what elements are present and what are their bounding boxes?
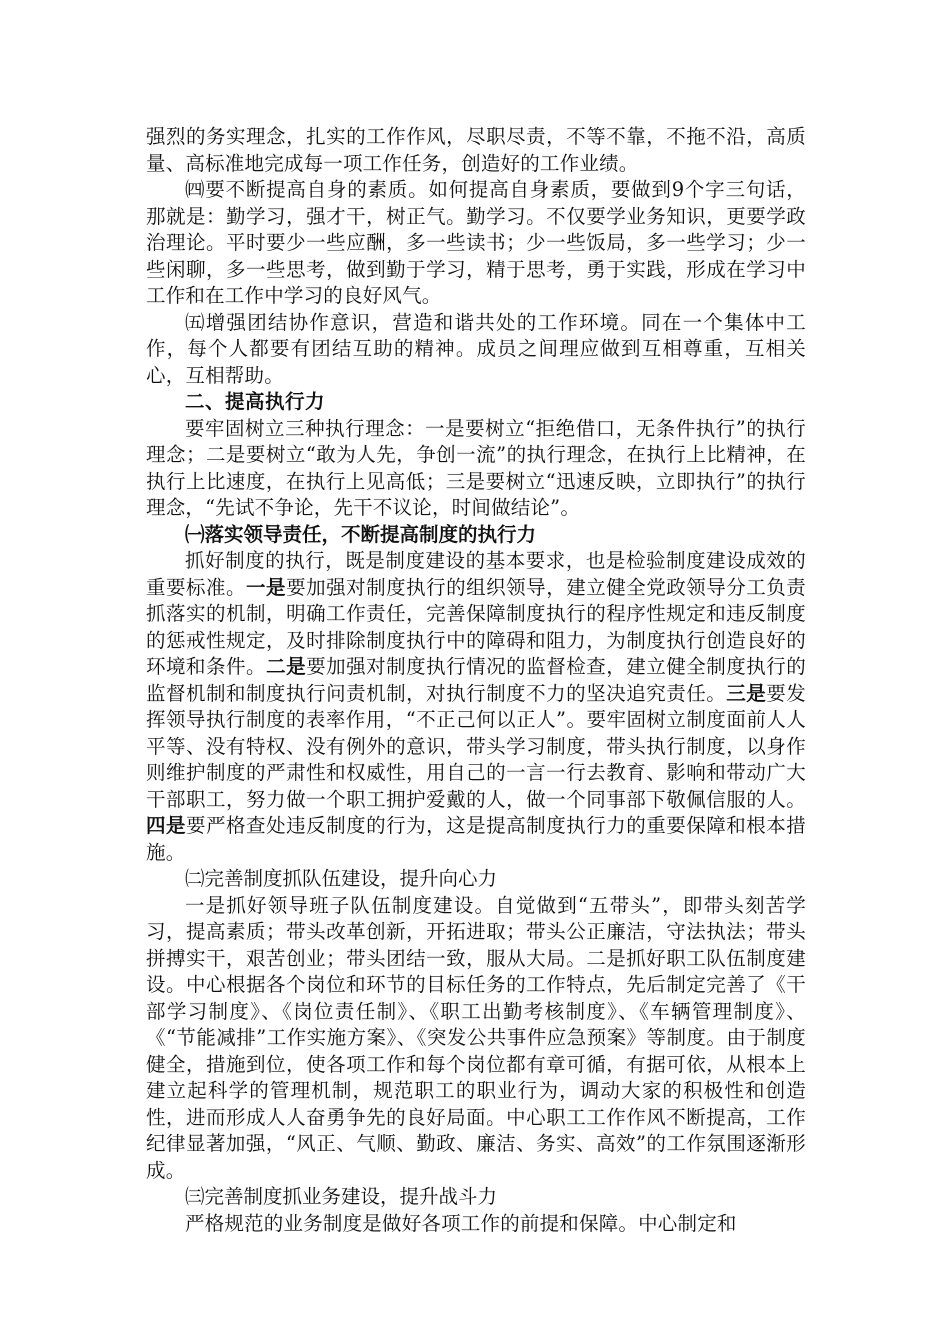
- ordinal-third: 三是: [726, 681, 767, 705]
- ordinal-second: 二是: [266, 655, 307, 678]
- subheading-team-building: ㈡完善制度抓队伍建设，提升向心力: [185, 867, 498, 890]
- text-run: 要发挥领导执行制度的表率作用，“不正己何以正人”。要牢固树立制度面前人人平等、没有特权、没有例外的意识，带头学习制度，带头执行制度，以身作则维护制度的严肃性和权威性，用自己的一言一行去教育、影响和带动广大干部职工，努力做一个职工拥护爱戴的人，做一个同事部下敬佩信服的人。: [146, 681, 806, 811]
- section-heading-execution: 二、提高执行力: [185, 390, 326, 413]
- document-page: [146, 124, 806, 1237]
- paragraph-business-building: 严格规范的业务制度是做好各项工作的前提和保障。中心制定和: [185, 1211, 737, 1235]
- text-run: 要加强对制度执行情况的监督检查，建立健全制度执行的监督机制和制度执行问责机制，对执行制度不力的坚决追究责任。: [146, 655, 807, 705]
- paragraph-execution-concepts: 要牢固树立三种执行理念：一是要树立“拒绝借口，无条件执行”的执行理念；二是要树立“敢为人先，争创一流”的执行理念，在执行上比精神，在执行上比速度，在执行上见高低；三是要树立“迅速反映，立即执行”的执行理念，“先试不争论，先干不议论，时间做结论”。: [146, 416, 806, 519]
- text-run: 抓好制度的执行，既是制度建设的基本要求，也是检验制度建设成效的重要标准。: [146, 549, 806, 599]
- paragraph-continuation: 强烈的务实理念，扎实的工作作风，尽职尽责，不等不靠，不拖不沿，高质量、高标准地完成每一项工作任务，创造好的工作业绩。: [146, 125, 806, 175]
- ordinal-first: 一是: [246, 575, 287, 599]
- paragraph-self-quality: ㈣要不断提高自身的素质。如何提高自身素质，要做到9个字三句话，那就是：勤学习，强才干，树正气。勤学习。不仅要学业务知识，更要学政治理论。平时要少一些应酬，多一些读书；少一些饭局，多一些学习；少一些闲聊，多一些思考，做到勤于学习，精于思考，勇于实践，形成在学习中工作和在工作中学习的良好风气。: [146, 178, 806, 307]
- ordinal-fourth: 四是: [146, 814, 187, 837]
- text-run: 要严格查处违反制度的行为，这是提高制度执行力的重要保障和根本措施。: [146, 814, 807, 864]
- paragraph-leadership-responsibility: [146, 548, 806, 866]
- text-run: 要加强对制度执行的组织领导，建立健全党政领导分工负责抓落实的机制，明确工作责任，完善保障制度执行的程序性规定和违反制度的惩戒性规定，及时排除制度执行中的障碍和阻力，为制度执行创造良好的环境和条件。: [146, 575, 806, 678]
- subheading-business-building: ㈢完善制度抓业务建设，提升战斗力: [185, 1185, 498, 1208]
- subheading-leadership-responsibility: ㈠落实领导责任，不断提高制度的执行力: [185, 522, 537, 546]
- paragraph-team-building: 一是抓好领导班子队伍制度建设。自觉做到“五带头”，即带头刻苦学习，提高素质；带头改革创新，开拓进取；带头公正廉洁，守法执法；带头拼搏实干，艰苦创业；带头团结一致，服从大局。二是抓好职工队伍制度建设。中心根据各个岗位和环节的目标任务的工作特点，先后制定完善了《干部学习制度》、《岗位责任制》、《职工出勤考核制度》、《车辆管理制度》、《“节能减排”工作实施方案》、《突发公共事件应急预案》等制度。由于制度健全，措施到位，使各项工作和每个岗位都有章可循，有据可依，从根本上建立起科学的管理机制，规范职工的职业行为，调动大家的积极性和创造性，进而形成人人奋勇争先的良好局面。中心职工工作作风不断提高，工作纪律显著加强，“风正、气顺、勤政、廉洁、务实、高效”的工作氛围逐渐形成。: [146, 893, 806, 1182]
- paragraph-teamwork: ㈤增强团结协作意识，营造和谐共处的工作环境。同在一个集体中工作，每个人都要有团结互助的精神。成员之间理应做到互相尊重，互相关心，互相帮助。: [146, 310, 806, 387]
